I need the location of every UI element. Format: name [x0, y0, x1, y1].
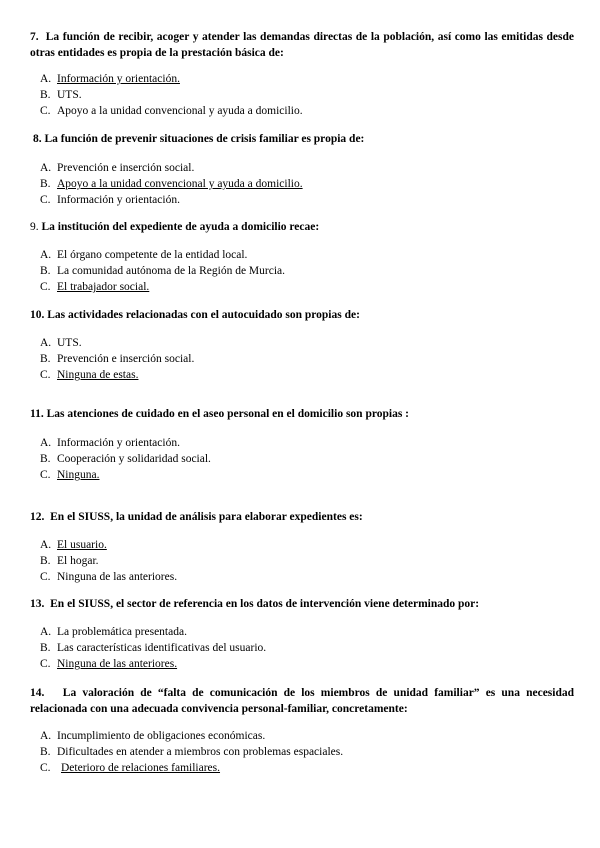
option-text: Ninguna de las anteriores. [57, 658, 178, 670]
question-11 [30, 406, 574, 422]
option-text: El hogar. [57, 555, 99, 567]
option-text: Ninguna de las anteriores. [57, 571, 178, 583]
option-10b [40, 351, 560, 367]
option-9c [40, 279, 560, 295]
option-text: El órgano competente de la entidad local. [57, 249, 248, 261]
question-8 [33, 131, 577, 147]
option-letter: B. [40, 555, 51, 567]
option-text: Información y orientación. [57, 194, 180, 206]
option-8a [40, 160, 560, 176]
option-text: Dificultades en atender a miembros con problemas espaciales. [57, 746, 344, 758]
option-text: El usuario. [57, 539, 107, 551]
question-text: La valoración de “falta de comunicación de los miembros de unidad familiar” es una necesidad relacionada con una adecuada convivencia personal-familiar, concretamente: [30, 687, 575, 715]
option-12b [40, 553, 560, 569]
option-letter: B. [40, 353, 51, 365]
option-letter: B. [40, 178, 51, 190]
option-text: Apoyo a la unidad convencional y ayuda a domicilio. [57, 105, 303, 117]
question-number: 13. [30, 598, 45, 610]
question-text: La función de recibir, acoger y atender las demandas directas de la población, así como las emitidas desde otras entidades es propia de la prestación básica de: [30, 31, 574, 59]
question-12 [30, 509, 574, 525]
option-text: El trabajador social. [57, 281, 150, 293]
option-14c [40, 760, 560, 776]
option-9a [40, 247, 560, 263]
option-letter: B. [40, 453, 51, 465]
option-13a [40, 624, 560, 640]
option-10c [40, 367, 560, 383]
option-12a [40, 537, 560, 553]
option-letter: C. [40, 658, 51, 670]
option-13b [40, 640, 560, 656]
option-14b [40, 744, 560, 760]
option-letter: B. [40, 89, 51, 101]
option-12c [40, 569, 560, 585]
option-10a [40, 335, 560, 351]
question-10 [30, 307, 574, 323]
question-14 [30, 685, 574, 717]
question-number: 12. [30, 511, 45, 523]
option-letter: A. [40, 337, 52, 349]
option-text: Ninguna. [57, 469, 100, 481]
question-number: 14. [30, 687, 45, 699]
question-text: En el SIUSS, la unidad de análisis para elaborar expedientes es: [50, 511, 363, 523]
option-letter: C. [40, 469, 51, 481]
question-number: 11. [30, 408, 44, 420]
question-text: En el SIUSS, el sector de referencia en los datos de intervención viene determinado por: [50, 598, 480, 610]
question-text: Las atenciones de cuidado en el aseo personal en el domicilio son propias : [46, 408, 410, 420]
option-letter: C. [40, 194, 51, 206]
option-letter: A. [40, 539, 52, 551]
option-letter: C. [40, 762, 51, 774]
option-text: Información y orientación. [57, 73, 180, 85]
option-text: La comunidad autónoma de la Región de Murcia. [57, 265, 286, 277]
option-letter: A. [40, 249, 52, 261]
option-letter: C. [40, 369, 51, 381]
question-text: La función de prevenir situaciones de crisis familiar es propia de: [44, 133, 365, 145]
option-8c [40, 192, 560, 208]
question-number: 8. [33, 133, 42, 145]
option-text: Información y orientación. [57, 437, 180, 449]
option-letter: B. [40, 642, 51, 654]
option-letter: A. [40, 162, 52, 174]
option-11c [40, 467, 560, 483]
option-letter: C. [40, 281, 51, 293]
option-letter: A. [40, 437, 52, 449]
question-9 [30, 219, 574, 235]
option-letter: A. [40, 730, 52, 742]
option-7c [40, 103, 560, 119]
option-text: UTS. [57, 337, 82, 349]
option-letter: B. [40, 746, 51, 758]
option-letter: A. [40, 626, 52, 638]
option-letter: B. [40, 265, 51, 277]
question-number: 9. [30, 221, 39, 233]
option-text: Ninguna de estas. [57, 369, 139, 381]
option-9b [40, 263, 560, 279]
option-text: Prevención e inserción social. [57, 353, 195, 365]
question-text: Las actividades relacionadas con el autocuidado son propias de: [47, 309, 360, 321]
option-text: Cooperación y solidaridad social. [57, 453, 211, 465]
option-7b [40, 87, 560, 103]
question-7 [30, 29, 574, 61]
question-13 [30, 596, 574, 612]
question-text: La institución del expediente de ayuda a domicilio recae: [41, 221, 320, 233]
option-7a [40, 71, 560, 87]
option-11b [40, 451, 560, 467]
option-text: Las características identificativas del usuario. [57, 642, 267, 654]
option-text: UTS. [57, 89, 82, 101]
question-number: 7. [30, 31, 39, 43]
option-13c [40, 656, 560, 672]
option-text: Apoyo a la unidad convencional y ayuda a domicilio. [57, 178, 303, 190]
option-letter: C. [40, 571, 51, 583]
option-14a [40, 728, 560, 744]
option-8b [40, 176, 560, 192]
option-letter: C. [40, 105, 51, 117]
option-text: Deterioro de relaciones familiares. [61, 762, 221, 774]
option-text: La problemática presentada. [57, 626, 187, 638]
option-text: Incumplimiento de obligaciones económicas. [57, 730, 266, 742]
option-11a [40, 435, 560, 451]
question-number: 10. [30, 309, 45, 321]
option-letter: A. [40, 73, 52, 85]
option-text: Prevención e inserción social. [57, 162, 195, 174]
